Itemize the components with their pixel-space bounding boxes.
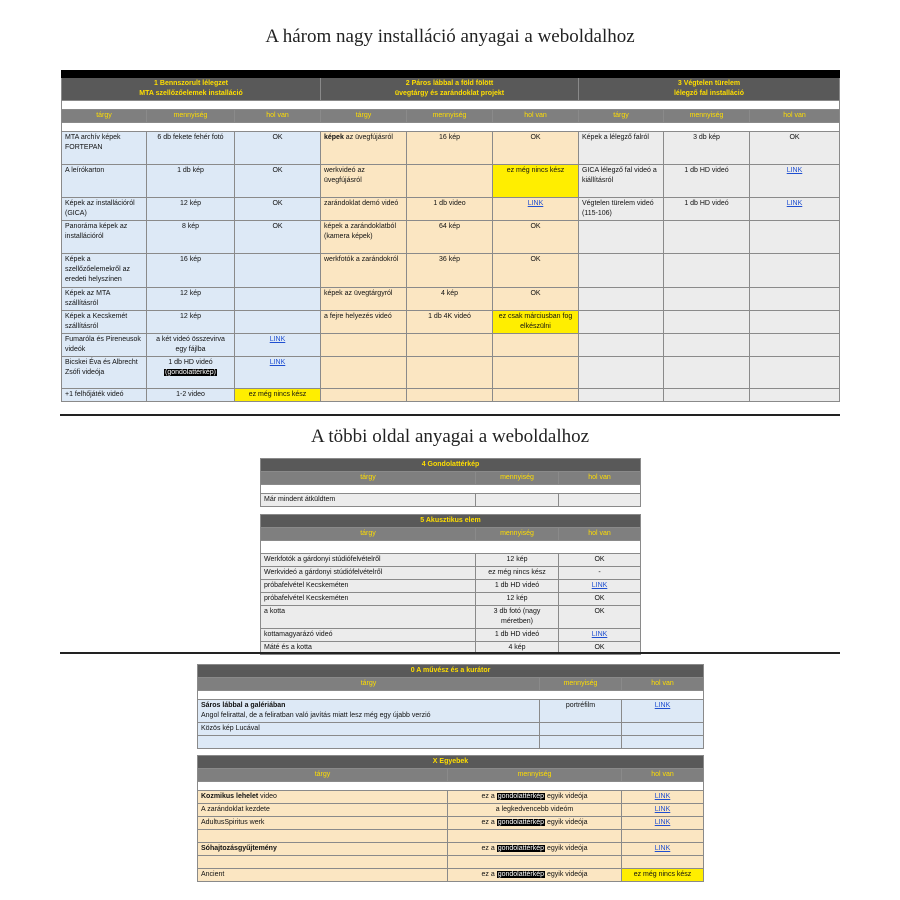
col-header-mennyiseg: mennyiség	[147, 110, 235, 123]
cell: 12 kép	[476, 554, 559, 567]
table-row	[62, 334, 840, 357]
gondolatterkep-table	[260, 458, 641, 507]
cell	[750, 165, 840, 198]
cell	[622, 843, 704, 856]
cell: Máté és a kotta	[261, 642, 476, 655]
cell: 12 kép	[147, 288, 235, 311]
link[interactable]: LINK	[654, 845, 671, 852]
cell: 3 db kép	[664, 132, 750, 165]
cell: 1 db HD videó (gondolattérkép)	[147, 357, 235, 389]
table-row	[62, 132, 840, 165]
col-header-targy: tárgy	[62, 110, 147, 123]
cell: 1-2 video	[147, 389, 235, 402]
col-header-mennyiseg: mennyiség	[407, 110, 493, 123]
status-cell	[235, 288, 321, 311]
status-cell	[235, 311, 321, 334]
cell: ez még nincs kész	[476, 567, 559, 580]
table-row	[261, 606, 641, 629]
col-header-holvan: hol van	[493, 110, 579, 123]
cell: próbafelvétel Kecskeméten	[261, 580, 476, 593]
col-header-mennyiseg: mennyiség	[540, 678, 622, 691]
cell: ez a gondolattérkép egyik videója	[448, 869, 622, 882]
status-cell: OK	[235, 198, 321, 221]
cell: próbafelvétel Kecskeméten	[261, 593, 476, 606]
col-header-holvan: hol van	[622, 678, 704, 691]
status-badge: ez csak márciusban fog elkészülni	[493, 311, 579, 334]
cell	[407, 165, 493, 198]
col-header-targy: tárgy	[261, 472, 476, 485]
tag-highlight: gondolattérkép	[497, 845, 545, 852]
table-row	[198, 843, 704, 856]
cell: 3 db fotó (nagy méretben)	[476, 606, 559, 629]
divider	[60, 652, 840, 654]
cell	[622, 817, 704, 830]
table-row	[198, 817, 704, 830]
tag-highlight: gondolattérkép	[497, 819, 545, 826]
status-badge: ez még nincs kész	[235, 389, 321, 402]
status-cell: OK	[559, 593, 641, 606]
table-row	[198, 700, 704, 723]
cell	[559, 580, 641, 593]
cell: Panoráma képek az installációról	[62, 221, 147, 254]
cell: Ancient	[198, 869, 448, 882]
cell	[622, 791, 704, 804]
cell: Sóhajtozásgyűjtemény	[198, 843, 448, 856]
cell: Képek az installációról (GICA)	[62, 198, 147, 221]
akusztikus-table	[260, 514, 641, 655]
table-row	[261, 580, 641, 593]
col-header-mennyiseg: mennyiség	[476, 472, 559, 485]
cell: Képek a Kecskemét szállításról	[62, 311, 147, 334]
cell: a kotta	[261, 606, 476, 629]
col-header-holvan: hol van	[235, 110, 321, 123]
status-cell: OK	[235, 165, 321, 198]
cell: Fumaróla és Pireneusok videók	[62, 334, 147, 357]
cell: Képek a szellőzőelemekről az eredeti helyszínen	[62, 254, 147, 288]
status-cell: OK	[235, 221, 321, 254]
cell: 36 kép	[407, 254, 493, 288]
page-title-main: A három nagy installáció anyagai a weboldalhoz	[265, 26, 635, 47]
status-cell	[235, 254, 321, 288]
col-header-targy: tárgy	[579, 110, 664, 123]
link[interactable]: LINK	[527, 200, 544, 207]
cell: AdultusSpiritus werk	[198, 817, 448, 830]
table-row	[261, 554, 641, 567]
cell: kottamagyarázó videó	[261, 629, 476, 642]
col-header-targy: tárgy	[198, 678, 540, 691]
table-row	[62, 311, 840, 334]
link[interactable]: LINK	[654, 806, 671, 813]
cell: 12 kép	[476, 593, 559, 606]
cell: Végtelen türelem videó (115-106)	[579, 198, 664, 221]
cell: 1 db HD videó	[476, 629, 559, 642]
cell: 1 db HD videó	[664, 198, 750, 221]
cell: képek az üvegfújásról	[321, 132, 407, 165]
cell: Bicskei Éva és Albrecht Zsófi videója	[62, 357, 147, 389]
cell	[622, 700, 704, 723]
status-cell: OK	[750, 132, 840, 165]
table-row	[261, 567, 641, 580]
page-title-second: A többi oldal anyagai a weboldalhoz	[310, 426, 590, 447]
installation-2-header: 2 Páros lábbal a föld fölött üvegtárgy és zarándoklat projekt	[321, 78, 579, 101]
cell	[493, 198, 579, 221]
cell: Kozmikus lehelet video	[198, 791, 448, 804]
link[interactable]: LINK	[786, 200, 803, 207]
status-badge: ez még nincs kész	[493, 165, 579, 198]
table-row	[62, 198, 840, 221]
status-badge: ez még nincs kész	[622, 869, 704, 882]
cell: 1 db video	[407, 198, 493, 221]
table-row	[198, 791, 704, 804]
col-header-holvan: hol van	[622, 769, 704, 782]
cell: Werkvideó a gárdonyi stúdiófelvételről	[261, 567, 476, 580]
egyebek-table	[197, 755, 704, 882]
cell	[622, 804, 704, 817]
installation-1-header: 1 Bennszorult lélegzet MTA szellőzőelemek installáció	[62, 78, 321, 101]
cell: 4 kép	[407, 288, 493, 311]
installations-table	[61, 70, 840, 402]
cell: Képek a lélegző falról	[579, 132, 664, 165]
cell: a két videó összevirva egy fájlba	[147, 334, 235, 357]
cell: Sáros lábbal a galériában Angol felirattal, de a feliratban való javítás miatt lesz még egy újabb verzió	[198, 700, 540, 723]
cell: 12 kép	[147, 311, 235, 334]
status-cell: OK	[559, 554, 641, 567]
col-header-holvan: hol van	[750, 110, 840, 123]
cell: 1 db 4K videó	[407, 311, 493, 334]
cell: GICA lélegző fal videó a kiállításról	[579, 165, 664, 198]
muvesz-kurator-table	[197, 664, 704, 749]
cell: Már mindent átküldtem	[261, 494, 476, 507]
cell: a legkedvencebb videóm	[448, 804, 622, 817]
status-cell: OK	[559, 642, 641, 655]
cell: portréfilm	[540, 700, 622, 723]
cell: 64 kép	[407, 221, 493, 254]
cell: 1 db HD videó	[476, 580, 559, 593]
link[interactable]: LINK	[591, 631, 608, 638]
cell: 4 kép	[476, 642, 559, 655]
cell: +1 felhőjáték videó	[62, 389, 147, 402]
col-header-targy: tárgy	[198, 769, 448, 782]
status-cell: OK	[493, 288, 579, 311]
cell: a fejre helyezés videó	[321, 311, 407, 334]
cell: 6 db fekete fehér fotó	[147, 132, 235, 165]
cell: 16 kép	[407, 132, 493, 165]
cell: Képek az MTA szállításról	[62, 288, 147, 311]
status-cell: -	[559, 567, 641, 580]
divider	[60, 414, 840, 416]
tag-highlight: gondolattérkép	[497, 871, 545, 878]
table-row	[198, 869, 704, 882]
cell: 16 kép	[147, 254, 235, 288]
status-cell: OK	[493, 254, 579, 288]
cell: 1 db HD videó	[664, 165, 750, 198]
status-cell: OK	[493, 221, 579, 254]
table-row	[198, 804, 704, 817]
col-header-targy: tárgy	[321, 110, 407, 123]
cell: A zarándoklat kezdete	[198, 804, 448, 817]
table-row	[261, 494, 641, 507]
cell: A leírókarton	[62, 165, 147, 198]
tag-highlight: (gondolattérkép)	[165, 369, 216, 376]
cell: ez a gondolattérkép egyik videója	[448, 817, 622, 830]
section-header: 4 Gondolattérkép	[261, 459, 641, 472]
col-header-holvan: hol van	[559, 472, 641, 485]
cell: werkvideó az üvegfújásról	[321, 165, 407, 198]
status-cell: OK	[559, 606, 641, 629]
table-row	[62, 221, 840, 254]
cell	[235, 357, 321, 389]
tag-highlight: gondolattérkép	[497, 793, 545, 800]
table-row	[62, 288, 840, 311]
cell	[559, 629, 641, 642]
col-header-targy: tárgy	[261, 528, 476, 541]
cell: képek az üvegtárgyról	[321, 288, 407, 311]
cell: zarándoklat demó videó	[321, 198, 407, 221]
status-cell: OK	[235, 132, 321, 165]
col-header-mennyiseg: mennyiség	[476, 528, 559, 541]
installation-3-header: 3 Végtelen türelem lélegző fal installáció	[579, 78, 840, 101]
section-header: 5 Akusztikus elem	[261, 515, 641, 528]
table-row	[62, 254, 840, 288]
table-row	[62, 165, 840, 198]
link[interactable]: LINK	[654, 819, 671, 826]
cell: képek a zarándoklatból (kamera képek)	[321, 221, 407, 254]
cell: ez a gondolattérkép egyik videója	[448, 843, 622, 856]
cell: ez a gondolattérkép egyik videója	[448, 791, 622, 804]
cell	[235, 334, 321, 357]
link[interactable]: LINK	[591, 582, 608, 589]
link[interactable]: LINK	[654, 793, 671, 800]
link[interactable]: LINK	[269, 336, 286, 343]
section-header: 0 A művész és a kurátor	[198, 665, 704, 678]
link[interactable]: LINK	[786, 167, 803, 174]
cell: werkfotók a zarándokról	[321, 254, 407, 288]
cell: Werkfotók a gárdonyi stúdiófelvételről	[261, 554, 476, 567]
table-row	[62, 389, 840, 402]
cell: 8 kép	[147, 221, 235, 254]
table-row	[261, 593, 641, 606]
section-header: X Egyebek	[198, 756, 704, 769]
cell: 1 db kép	[147, 165, 235, 198]
table-row	[261, 629, 641, 642]
table-row	[198, 723, 704, 736]
col-header-holvan: hol van	[559, 528, 641, 541]
cell: Közös kép Lucával	[198, 723, 540, 736]
cell: 12 kép	[147, 198, 235, 221]
table-row	[62, 357, 840, 389]
status-cell: OK	[493, 132, 579, 165]
col-header-mennyiseg: mennyiség	[664, 110, 750, 123]
col-header-mennyiseg: mennyiség	[448, 769, 622, 782]
link[interactable]: LINK	[269, 359, 286, 366]
link[interactable]: LINK	[654, 702, 671, 709]
cell	[750, 198, 840, 221]
cell: MTA archív képek FORTEPAN	[62, 132, 147, 165]
